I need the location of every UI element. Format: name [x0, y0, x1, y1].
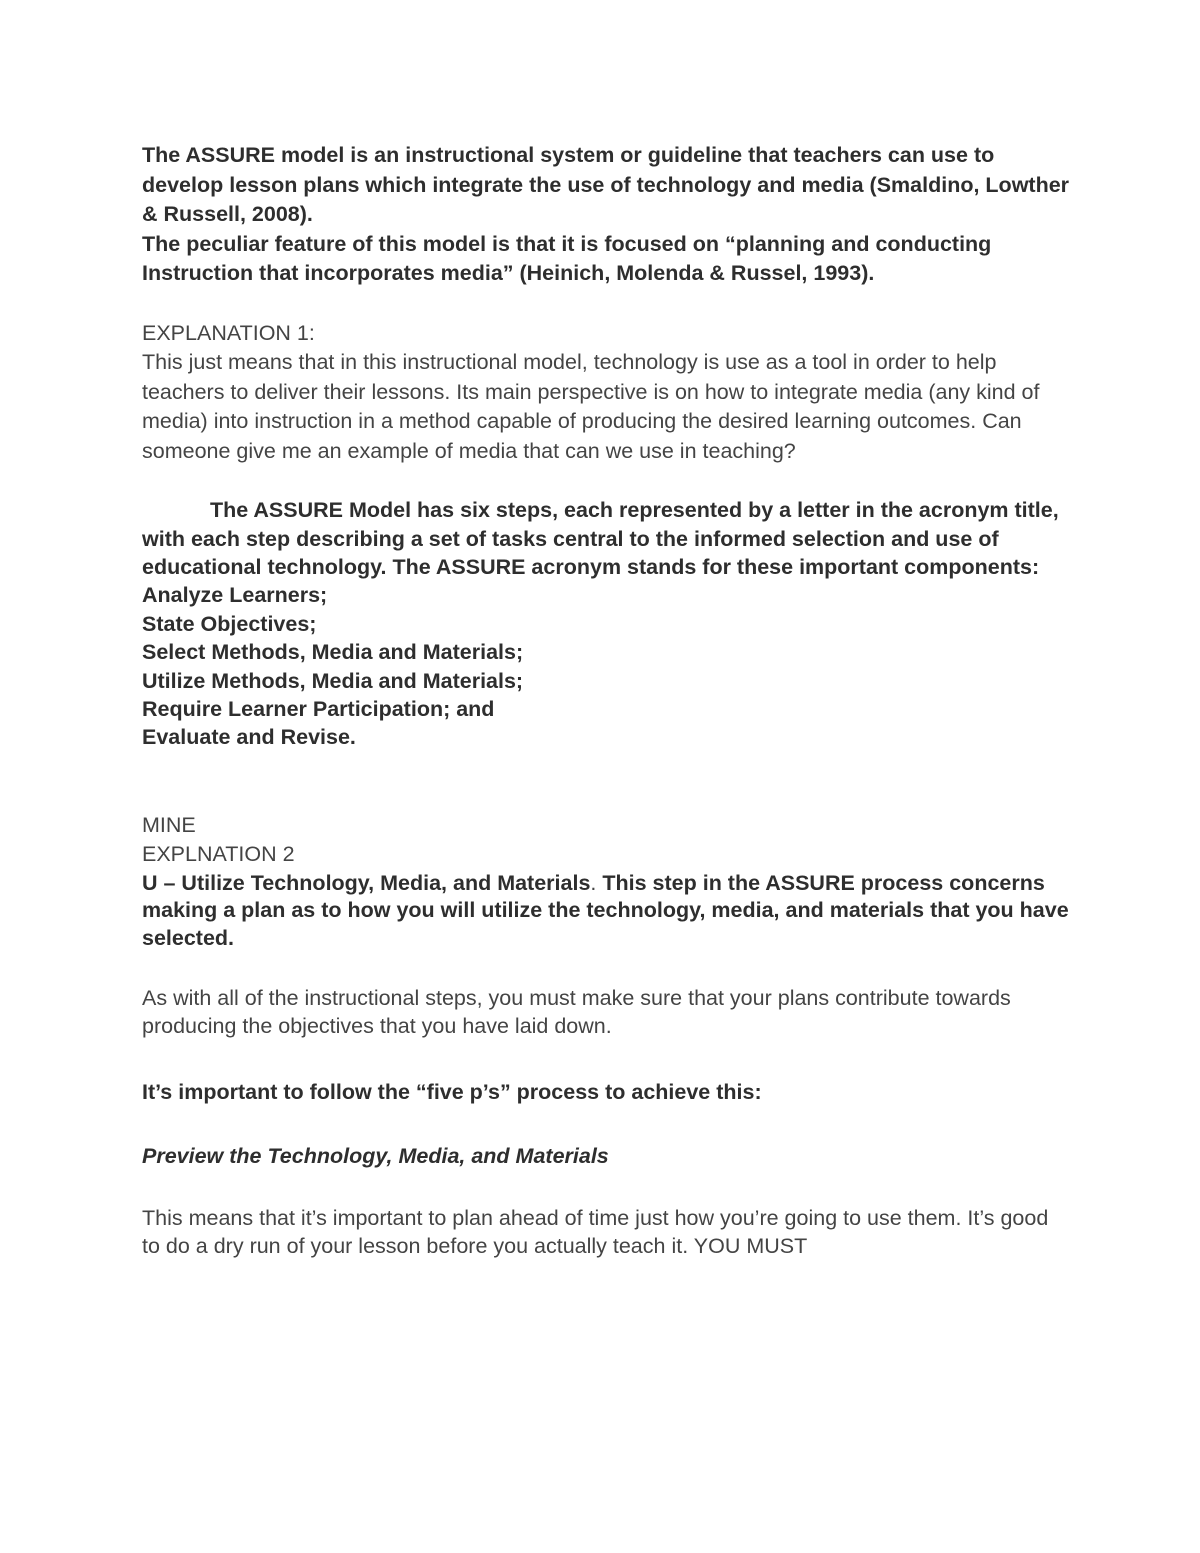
spacer	[142, 952, 1072, 985]
six-steps-intro: The ASSURE Model has six steps, each represented by a letter in the acronym title, with each step describing a set of tasks central to the informed selection and use of educational technology. The ASSURE acronym stands for these important components:	[142, 498, 1059, 579]
mine-label: MINE	[142, 812, 196, 837]
explanation-1-heading: EXPLANATION 1	[142, 320, 309, 345]
preview-body: This means that it’s important to plan ahead of time just how you’re going to use them. It’s good to do a dry run of your lesson before you actually teach it. YOU MUST	[142, 1206, 1049, 1258]
spacer	[142, 467, 1072, 497]
preview-heading: Preview the Technology, Media, and Materials	[142, 1143, 609, 1168]
utilize-description: This step in the ASSURE process concerns making a plan as to how you will utilize the technology, media, and materials that you have selected.	[142, 870, 1069, 950]
step-require-participation: Require Learner Participation; and	[142, 696, 495, 721]
document-body	[142, 141, 1072, 1260]
steps-list	[142, 581, 1072, 751]
spacer	[142, 752, 1072, 811]
intro-paragraph-1: The ASSURE model is an instructional system or guideline that teachers can use to develop lesson plans which integrate the use of technology and media (Smaldino, Lowther & Russell, 2008).	[142, 143, 1070, 227]
utilize-period: .	[590, 870, 597, 895]
step-analyze-learners: Analyze Learners;	[142, 583, 328, 608]
spacer	[142, 289, 1072, 319]
utilize-title: U – Utilize Technology, Media, and Materials	[142, 870, 591, 895]
five-ps-paragraph: It’s important to follow the “five p’s” process to achieve this:	[142, 1080, 762, 1104]
spacer	[142, 1108, 1072, 1142]
explanation-1-colon: :	[308, 320, 315, 345]
utilize-paragraph	[142, 870, 1072, 952]
explanation-2-heading: EXPLNATION 2	[142, 842, 295, 867]
spacer	[142, 1040, 1072, 1078]
spacer	[142, 1171, 1072, 1205]
explanation-1-heading-line	[142, 319, 1072, 349]
explanation-1-body: This just means that in this instructional model, technology is use as a tool in order to help teachers to deliver their lessons. Its main perspective is on how to integrate media (any kind of media) into instruction in a method capable of producing the desired learning outcomes. Can someone give me an example of media that can we use in teaching?	[142, 350, 1040, 463]
step-select-methods: Select Methods, Media and Materials;	[142, 640, 524, 665]
intro-paragraph-2: The peculiar feature of this model is that it is focused on “planning and conducting Instruction that incorporates media” (Heinich, Molenda & Russel, 1993).	[142, 231, 992, 286]
instructional-steps-paragraph: As with all of the instructional steps, you must make sure that your plans contribute towards producing the objectives that you have laid down.	[142, 986, 1011, 1038]
step-utilize-methods: Utilize Methods, Media and Materials;	[142, 668, 524, 693]
step-state-objectives: State Objectives;	[142, 611, 317, 636]
step-evaluate-revise: Evaluate and Revise.	[142, 725, 356, 750]
